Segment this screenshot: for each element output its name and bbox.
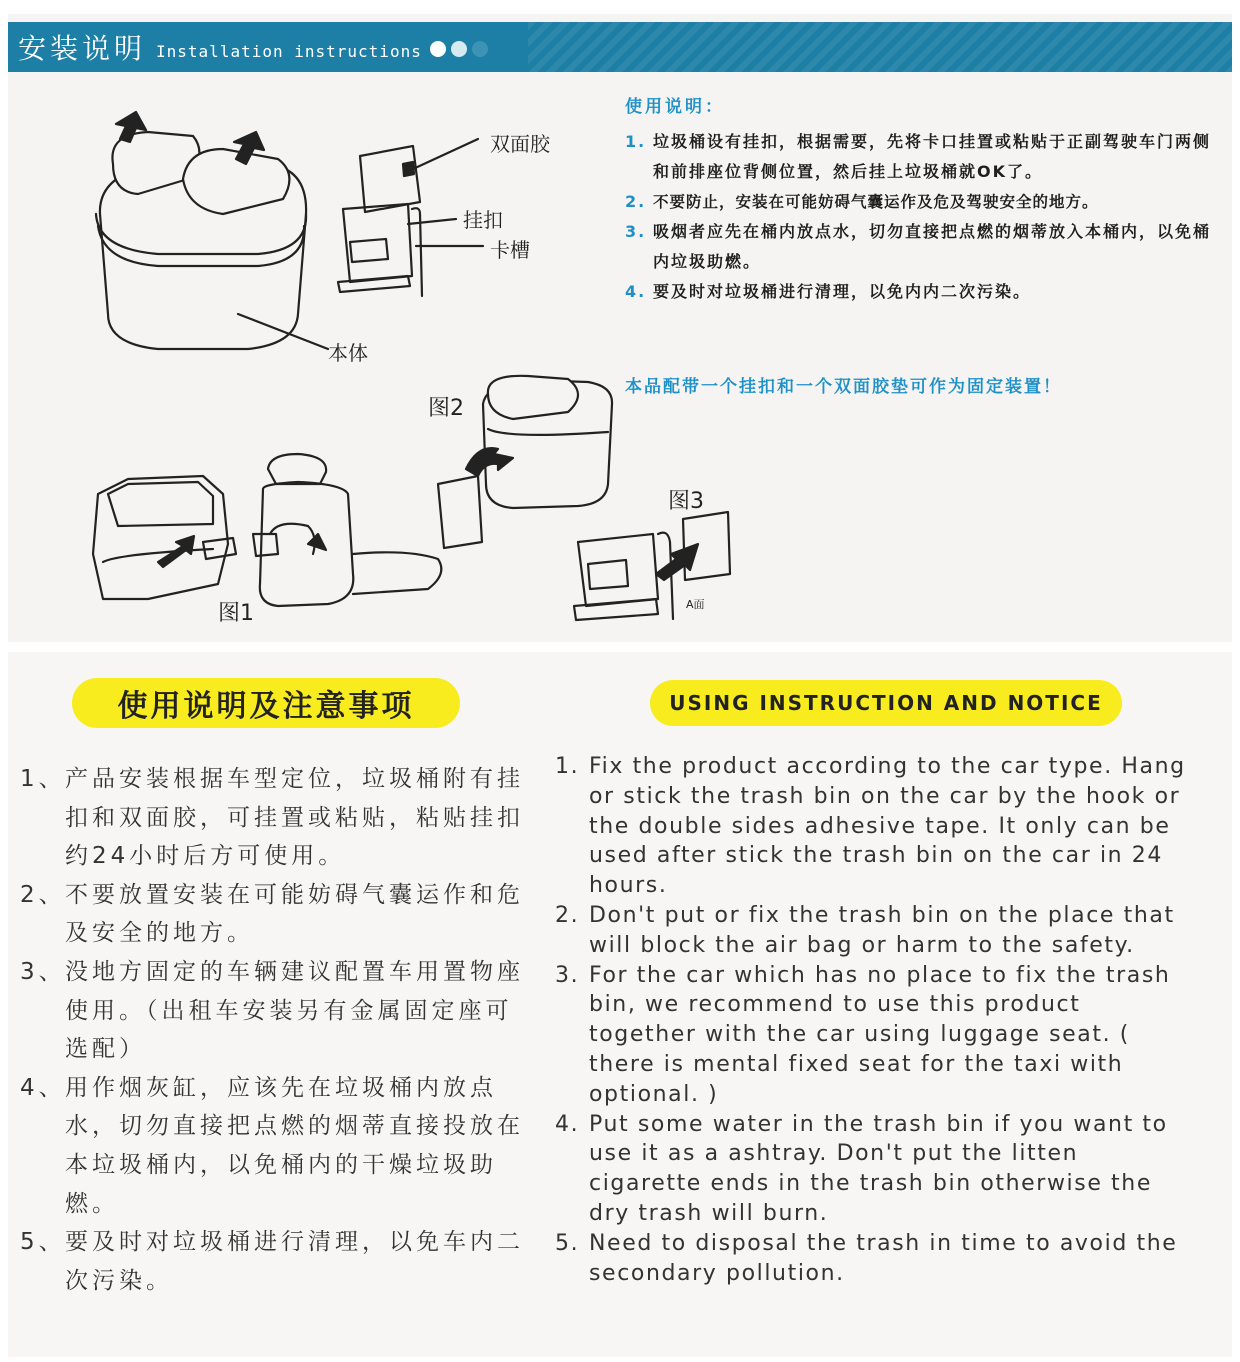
hook-illustration [338, 204, 422, 296]
list-item [555, 961, 1195, 1110]
usage-item [625, 127, 1225, 187]
car-seat-illustration [253, 454, 441, 606]
usage-fixing-note: 本品配带一个挂扣和一个双面胶垫可作为固定装置！ [625, 377, 1062, 397]
label-slot: 卡槽 [490, 238, 530, 262]
header-title-cn: 安装说明 [18, 32, 147, 65]
list-item-number: 3、 [20, 958, 66, 985]
list-item [20, 953, 530, 1069]
list-item-number: 4. [555, 1111, 580, 1137]
usage-item-text: 垃圾桶设有挂扣，根据需要，先将卡口挂置或粘贴于正副驾驶车门两侧和前排座位背侧位置，然后挂上垃圾桶就OK了。 [653, 132, 1212, 181]
usage-item [625, 187, 1225, 217]
list-item-text: 没地方固定的车辆建议配置车用置物座使用。（出租车安装另有金属固定座可选配） [65, 958, 524, 1063]
label-hook: 挂扣 [463, 208, 503, 232]
list-item-text: Put some water in the trash bin if you want to use it as a ashtray. Don't put the litten cigarette ends in the trash bin otherwise the dry trash will burn. [589, 1111, 1168, 1226]
list-item-number: 2、 [20, 881, 66, 908]
list-item-text: 产品安装根据车型定位，垃圾桶附有挂扣和双面胶，可挂置或粘贴，粘贴挂扣约24小时后方可使用。 [65, 766, 524, 870]
list-item-number: 1. [555, 754, 580, 779]
list-item [555, 1110, 1195, 1229]
header-title-en: Installation instructions [156, 41, 422, 61]
label-body: 本体 [328, 341, 368, 365]
list-item-text: 要及时对垃圾桶进行清理，以免车内二次污染。 [65, 1229, 524, 1294]
notice-title-cn: 使用说明及注意事项 [72, 678, 460, 728]
list-item-number: 1、 [20, 766, 66, 792]
figure-1-label: 图1 [218, 601, 254, 626]
list-item [20, 760, 530, 876]
usage-item-text: 吸烟者应先在桶内放点水，切勿直接把点燃的烟蒂放入本桶内，以免桶内垃圾助燃。 [653, 222, 1212, 271]
list-item-text: Fix the product according to the car type. Hang or stick the trash bin on the car by the hook or the double sides adhesive tape. It only can be used after stick the trash bin on the car in 24 hours. [589, 754, 1186, 899]
usage-item-number: 3. [625, 222, 647, 241]
list-item-number: 4、 [20, 1074, 66, 1101]
notice-list-en [555, 752, 1195, 1288]
list-item [20, 876, 530, 953]
trash-bin-illustration [96, 112, 306, 349]
usage-item-text: 不要防止，安装在可能妨碍气囊运作及危及驾驶安全的地方。 [653, 193, 1099, 211]
label-double-sided-tape: 双面胶 [490, 132, 550, 156]
list-item-text: For the car which has no place to fix the trash bin, we recommend to use this product together with the car using luggage seat. ( there is mental fixed seat for the taxi with optional. ) [589, 962, 1171, 1107]
usage-instructions [625, 92, 1225, 307]
usage-item-number: 1. [625, 132, 647, 151]
list-item-text: 用作烟灰缸，应该先在垃圾桶内放点水，切勿直接把点燃的烟蒂直接投放在本垃圾桶内，以免桶内的干燥垃圾助燃。 [65, 1074, 524, 1217]
notice-list-cn [20, 760, 530, 1300]
list-item-number: 3. [555, 962, 580, 988]
label-side-a: A面 [686, 598, 705, 611]
notice-title-en: USING INSTRUCTION AND NOTICE [650, 680, 1122, 726]
list-item-text: Need to disposal the trash in time to avoid the secondary pollution. [589, 1230, 1178, 1286]
list-item-number: 2. [555, 902, 580, 928]
usage-item-number: 4. [625, 282, 647, 301]
list-item [20, 1223, 530, 1300]
usage-item [625, 277, 1225, 307]
list-item [555, 1229, 1195, 1289]
fig2-bin-illustration [438, 376, 612, 548]
fig3-hook-illustration [574, 512, 730, 620]
figure-3-label: 图3 [668, 489, 704, 514]
list-item-text: 不要放置安装在可能妨碍气囊运作和危及安全的地方。 [65, 881, 524, 947]
list-item [555, 752, 1195, 901]
list-item [20, 1069, 530, 1223]
figure-2-label: 图2 [428, 396, 464, 421]
usage-item-number: 2. [625, 192, 647, 211]
double-sided-tape-illustration [360, 146, 420, 212]
list-item-number: 5、 [20, 1229, 66, 1256]
car-door-illustration [93, 476, 236, 599]
list-item [555, 901, 1195, 961]
usage-item-text: 要及时对垃圾桶进行清理，以免内内二次污染。 [653, 282, 1032, 301]
usage-item [625, 217, 1225, 277]
list-item-number: 5. [555, 1230, 580, 1256]
list-item-text: Don't put or fix the trash bin on the place that will block the air bag or harm to the safety. [589, 902, 1175, 958]
usage-title: 使用说明： [625, 97, 725, 117]
